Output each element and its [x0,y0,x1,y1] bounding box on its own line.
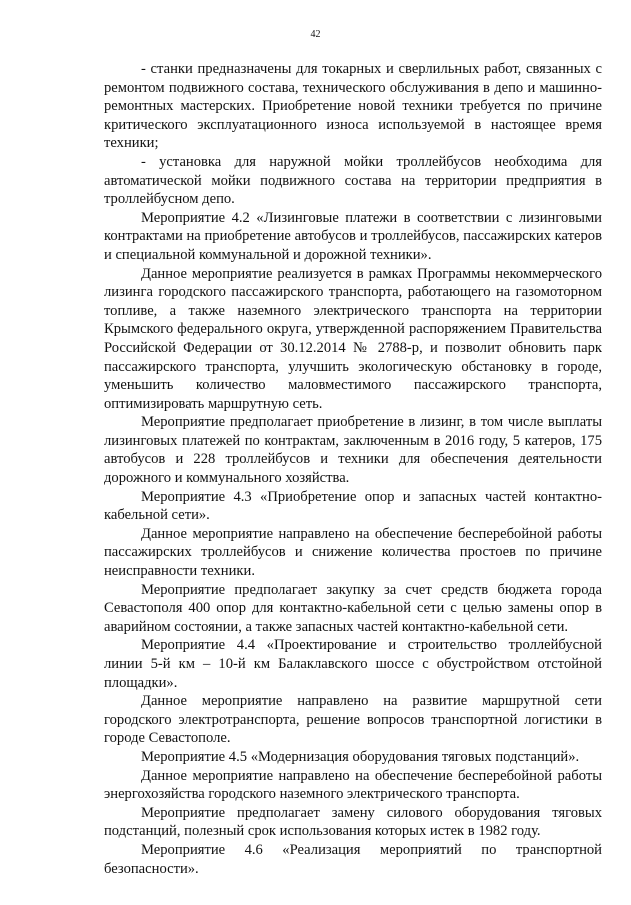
paragraph-measure-4-2-leasing: Мероприятие предполагает приобретение в лизинг, в том числе выплаты лизинговых платежей по контрактам, заключенным в 2016 году, 5 катеров, 175 автобусов и 228 троллейбусов и техники для обеспечения деятельности дорожного и коммунального хозяйства. [104,414,602,487]
paragraph-measure-4-5-replacement: Мероприятие предполагает замену силового оборудования тяговых подстанций, полезный срок использования которых истек в 1982 году. [104,804,602,840]
page-number: 42 [310,29,321,40]
paragraph-measure-4-5-purpose: Данное мероприятие направлено на обеспечение бесперебойной работы энергохозяйства городского наземного электрического транспорта. [104,767,602,803]
paragraph-measure-4-3-purchase: Мероприятие предполагает закупку за счет средств бюджета города Севастополя 400 опор для контактно-кабельной сети с целью замены опор в аварийном состоянии, а также запасных частей контактно-кабельной сети. [104,581,602,635]
paragraph-measure-4-2-program: Данное мероприятие реализуется в рамках Программы некоммерческого лизинга городского пассажирского транспорта, работающего на газомоторном топливе, а также наземного электрического транспорта на территории Крымского федерального округа, утвержденной распоряжением Правительства Российской Федерации от 30.12.2014 № 2788-р, и позволит обновить парк пассажирского транспорта, улучшить экологическую обстановку в городе, уменьшить количество маловместимого пассажирского транспорта, оптимизировать маршрутную сеть. [104,265,602,412]
paragraph-lathes: - станки предназначены для токарных и сверлильных работ, связанных с ремонтом подвижного состава, технического обслуживания в депо и машинно-ремонтных мастерских. Приобретение новой техники требуется по причине критического эксплуатационного износа используемой в настоящее время техники; [104,61,602,152]
paragraph-measure-4-3-title: Мероприятие 4.3 «Приобретение опор и запасных частей контактно-кабельной сети». [104,488,602,524]
paragraph-measure-4-2-title: Мероприятие 4.2 «Лизинговые платежи в соответствии с лизинговыми контрактами на приобретение автобусов и троллейбусов, пассажирских катеров и специальной коммунальной и дорожной техники». [104,209,602,263]
paragraph-washing-unit: - установка для наружной мойки троллейбусов необходима для автоматической мойки подвижного состава на территории предприятия в троллейбусном депо. [104,153,602,208]
paragraph-measure-4-3-purpose: Данное мероприятие направлено на обеспечение бесперебойной работы пассажирских троллейбусов и снижение количества простоев по причине неисправности техники. [104,525,602,580]
paragraph-measure-4-6-title: Мероприятие 4.6 «Реализация мероприятий по транспортной безопасности». [104,841,602,877]
paragraph-measure-4-4-title: Мероприятие 4.4 «Проектирование и строительство троллейбусной линии 5-й км – 10-й км Балаклавского шоссе с обустройством отстойной площадки». [104,637,602,691]
paragraph-measure-4-4-purpose: Данное мероприятие направлено на развитие маршрутной сети городского электротранспорта, решение вопросов транспортной логистики в городе Севастополе. [104,693,602,747]
document-body [104,60,602,878]
paragraph-measure-4-5-title: Мероприятие 4.5 «Модернизация оборудования тяговых подстанций». [141,748,580,765]
